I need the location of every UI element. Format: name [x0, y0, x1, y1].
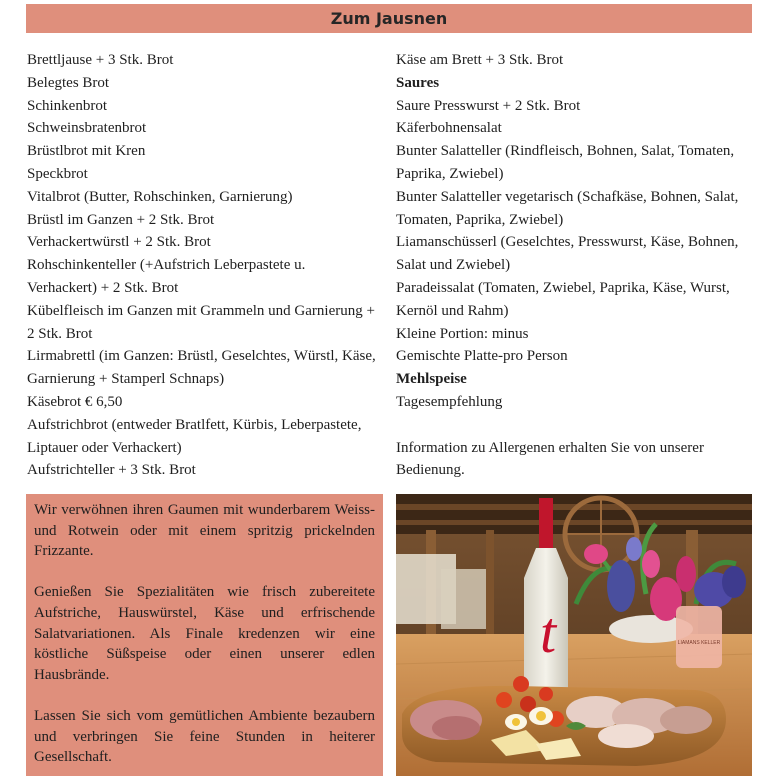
- menu-item: Belegtes Brot: [27, 74, 110, 91]
- menu-item: Aufstrichbrot (entweder Bratlfett, Kürbis, Leberpastete, Liptauer oder Verhackert): [27, 416, 362, 456]
- menu-item: Rohschinkenteller (+Aufstrich Leberpastete u. Verhackert) + 2 Stk. Brot: [27, 257, 306, 296]
- menu-item: Gemischte Platte-pro Person: [396, 348, 568, 365]
- menu-item: Käferbohnensalat: [396, 120, 502, 137]
- menu-item: Liamanschüsserl (Geselchtes, Presswurst, Käse, Bohnen, Salat und Zwiebel): [396, 234, 739, 274]
- menu-column-right: [396, 49, 751, 482]
- wooden-post: [486, 530, 494, 640]
- menu-item: Aufstrichteller + 3 Stk. Brot: [27, 462, 196, 479]
- menu-item: Vitalbrot (Butter, Rohschinken, Garnierung): [27, 188, 293, 205]
- menu-item: Käsebrot € 6,50: [27, 393, 123, 410]
- bottle-logo: t: [539, 600, 557, 665]
- menu-item: Kleine Portion: minus: [396, 325, 529, 342]
- menu-item: Bunter Salatteller (Rindfleisch, Bohnen, Salat, Tomaten, Paprika, Zwiebel): [396, 143, 735, 182]
- menu-item: Bunter Salatteller vegetarisch (Schafkäse, Bohnen, Salat, Tomaten, Paprika, Zwiebel): [396, 188, 739, 228]
- menu-item: Saure Presswurst + 2 Stk. Brot: [396, 97, 581, 114]
- menu-item: Käse am Brett + 3 Stk. Brot: [396, 52, 564, 68]
- food-photo: [396, 494, 752, 776]
- promo-paragraph: Genießen Sie Spezialitäten wie frisch zubereitete Aufstriche, Hauswürstel, Käse und erfrischende Salatvariationen. Als Finale kredenzen wir eine köstliche Süßspeise oder einen unserer edlen Hausbrände.: [34, 584, 375, 683]
- glass-jar: [676, 606, 722, 668]
- menu-item: Speckbrot: [27, 165, 88, 182]
- menu-item: Verhackertwürstl + 2 Stk. Brot: [27, 234, 211, 251]
- promo-box: [26, 494, 383, 776]
- menu-item: Schweinsbratenbrot: [27, 120, 147, 137]
- section-header: [26, 4, 752, 33]
- menu-column-left: [27, 49, 377, 482]
- window-light: [441, 569, 486, 629]
- menu-item: Brüstlbrot mit Kren: [27, 143, 146, 160]
- promo-paragraph: Lassen Sie sich vom gemütlichen Ambiente bezaubern und verbringen Sie feine Stunden in heiterer Gesellschaft.: [34, 707, 375, 766]
- mehlspeise-heading: Mehlspeise: [396, 371, 467, 388]
- spacer: [396, 414, 751, 437]
- menu-item: Brüstl im Ganzen + 2 Stk. Brot: [27, 211, 215, 228]
- ceiling-beam: [396, 520, 752, 525]
- menu-item: Kübelfleisch im Ganzen mit Grammeln und Garnierung + 2 Stk. Brot: [27, 302, 375, 342]
- allergen-note: Information zu Allergenen erhalten Sie von unserer Bedienung.: [396, 439, 704, 479]
- menu-item: Paradeissalat (Tomaten, Zwiebel, Paprika, Käse, Wurst, Kernöl und Rahm): [396, 279, 730, 319]
- promo-paragraph: Wir verwöhnen ihren Gaumen mit wunderbarem Weiss- und Rotwein oder mit einem spritzig prickelnden Frizzante.: [34, 502, 375, 560]
- jar-label: LIAMANS KELLER: [677, 640, 721, 646]
- saures-heading: Saures: [396, 74, 440, 91]
- menu-item: Lirmabrettl (im Ganzen: Brüstl, Geselchtes, Würstl, Käse, Garnierung + Stamperl Schnaps): [27, 348, 376, 388]
- section-title: Zum Jausnen: [330, 9, 448, 28]
- menu-item: Schinkenbrot: [27, 97, 107, 114]
- menu-item: Brettljause + 3 Stk. Brot: [27, 52, 174, 68]
- menu-item: Tagesempfehlung: [396, 393, 503, 410]
